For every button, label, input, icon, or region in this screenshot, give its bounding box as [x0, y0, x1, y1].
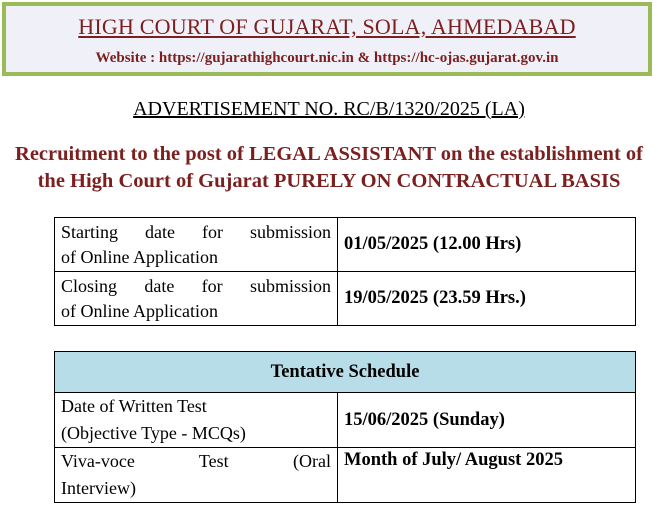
start-date-label	[55, 218, 338, 272]
written-test-value: 15/06/2025 (Sunday)	[338, 393, 636, 448]
schedule-heading: Tentative Schedule	[55, 352, 636, 393]
table-row	[55, 272, 636, 326]
advertisement-number: ADVERTISEMENT NO. RC/B/1320/2025 (LA)	[133, 98, 525, 120]
viva-voce-label-line-2: Interview)	[61, 478, 136, 498]
table-row	[55, 448, 636, 503]
viva-voce-label-line-1: Viva-voce Test (Oral	[61, 451, 331, 471]
recruitment-line-1: Recruitment to the post of LEGAL ASSISTANT on the establishment of	[15, 143, 643, 165]
written-test-label	[55, 393, 338, 448]
viva-voce-value: Month of July/ August 2025	[338, 448, 636, 503]
start-date-label-line-2: of Online Application	[61, 246, 218, 267]
header-box	[2, 2, 652, 76]
table-row	[55, 393, 636, 448]
application-dates-table	[54, 217, 636, 326]
recruitment-heading	[0, 141, 658, 195]
tentative-schedule-table	[54, 351, 636, 503]
table-row	[55, 352, 636, 393]
viva-voce-label	[55, 448, 338, 503]
written-test-label-line-2: (Objective Type - MCQs)	[61, 423, 246, 443]
closing-date-label-line-2: of Online Application	[61, 300, 218, 321]
closing-date-label	[55, 272, 338, 326]
written-test-label-line-1: Date of Written Test	[61, 396, 207, 416]
table-row	[55, 218, 636, 272]
court-title: HIGH COURT OF GUJARAT, SOLA, AHMEDABAD	[78, 14, 576, 39]
closing-date-label-line-1: Closing date for submission	[61, 275, 331, 296]
website-line: Website : https://gujarathighcourt.nic.in & https://hc-ojas.gujarat.gov.in	[95, 50, 559, 66]
recruitment-line-2: the High Court of Gujarat PURELY ON CONTRACTUAL BASIS	[37, 170, 621, 192]
start-date-value: 01/05/2025 (12.00 Hrs)	[338, 218, 636, 272]
closing-date-value: 19/05/2025 (23.59 Hrs.)	[338, 272, 636, 326]
start-date-label-line-1: Starting date for submission	[61, 221, 331, 242]
